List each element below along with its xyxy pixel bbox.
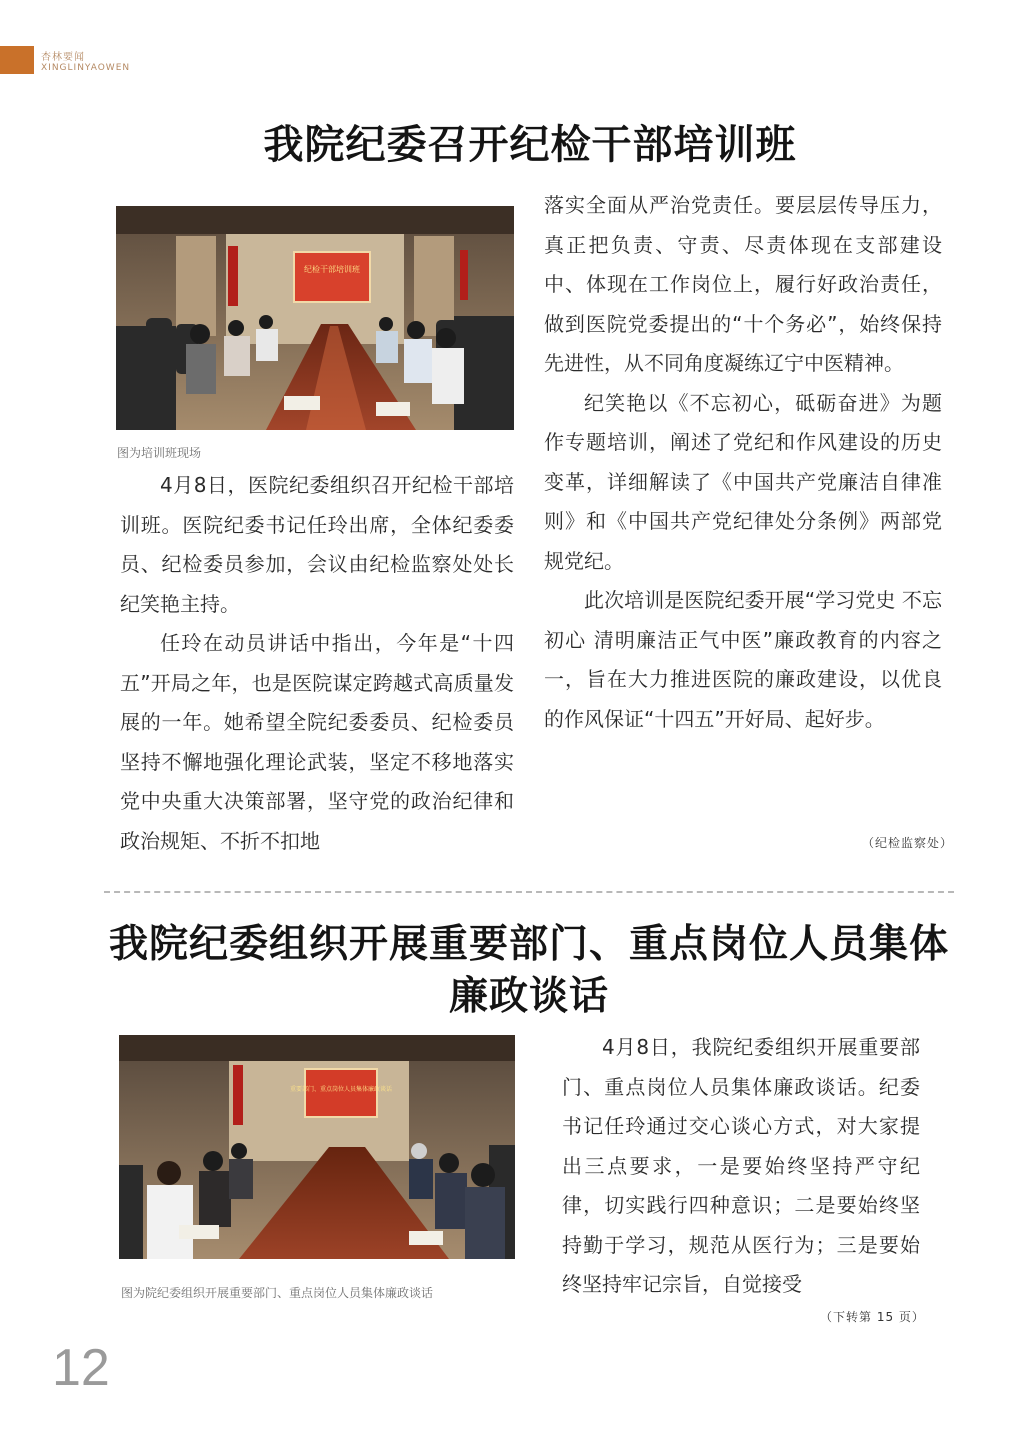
section-color-tab xyxy=(0,46,34,74)
article2-right-column xyxy=(562,1028,920,1305)
article1-paragraph: 4月8日，医院纪委组织召开纪检干部培训班。医院纪委书记任玲出席，全体纪委委员、纪检委员参加，会议由纪检监察处处长纪笑艳主持。 xyxy=(120,473,514,616)
article1-title: 我院纪委召开纪检干部培训班 xyxy=(263,121,797,168)
article1-paragraph: 任玲在动员讲话中指出，今年是“十四五”开局之年，也是医院谋定跨越式高质量发展的一年。她希望全院纪委委员、纪检委员坚持不懈地强化理论武装，坚定不移地落实党中央重大决策部署，坚守党的政治纪律和政治规矩、不折不扣地 xyxy=(120,631,514,853)
article2-photo-banner: 重要部门、重点岗位人员集体廉政谈话 xyxy=(289,1086,393,1093)
article1-paragraph: 落实全面从严治党责任。要层层传导压力，真正把负责、守责、尽责体现在支部建设中、体现在工作岗位上，履行好政治责任，做到医院党委提出的“十个务必”，始终保持先进性，从不同角度凝练辽宁中医精神。 xyxy=(544,193,942,375)
article1-photo-banner: 纪检干部培训班 xyxy=(304,265,360,274)
article2-paragraph: 4月8日，我院纪委组织开展重要部门、重点岗位人员集体廉政谈话。纪委书记任玲通过交心谈心方式，对大家提出三点要求，一是要始终坚持严守纪律，切实践行四种意识；二是要始终坚持勤于学习，规范从医行为；三是要始终坚持牢记宗旨，自觉接受 xyxy=(562,1035,920,1296)
section-divider xyxy=(104,891,954,893)
article1-source: （纪检监察处） xyxy=(862,836,954,850)
article1-left-column xyxy=(120,466,514,861)
section-title: 杏林要闻 xyxy=(41,52,85,63)
article1-right-column xyxy=(544,186,942,739)
article2-photo-caption: 图为院纪委组织开展重要部门、重点岗位人员集体廉政谈话 xyxy=(121,1286,434,1300)
section-title-pinyin: XINGLINYAOWEN xyxy=(41,63,131,73)
article2-title-line2: 廉政谈话 xyxy=(448,973,609,1019)
article2-title xyxy=(104,918,954,1022)
article1-photo xyxy=(116,206,514,430)
article1-paragraph: 纪笑艳以《不忘初心，砥砺奋进》为题作专题培训，阐述了党纪和作风建设的历史变革，详细解读了《中国共产党廉洁自律准则》和《中国共产党纪律处分条例》两部党规党纪。 xyxy=(544,390,942,573)
page-number: 12 xyxy=(52,1339,110,1397)
article2-photo xyxy=(119,1035,515,1259)
article1-paragraph: 此次培训是医院纪委开展“学习党史 不忘初心 清明廉洁正气中医”廉政教育的内容之一，旨在大力推进医院的廉政建设，以优良的作风保证“十四五”开好局、起好步。 xyxy=(544,588,942,731)
article1-photo-caption: 图为培训班现场 xyxy=(117,446,202,460)
article2-title-line1: 我院纪委组织开展重要部门、重点岗位人员集体 xyxy=(108,921,949,967)
article2-continued-note: （下转第 15 页） xyxy=(820,1310,925,1324)
